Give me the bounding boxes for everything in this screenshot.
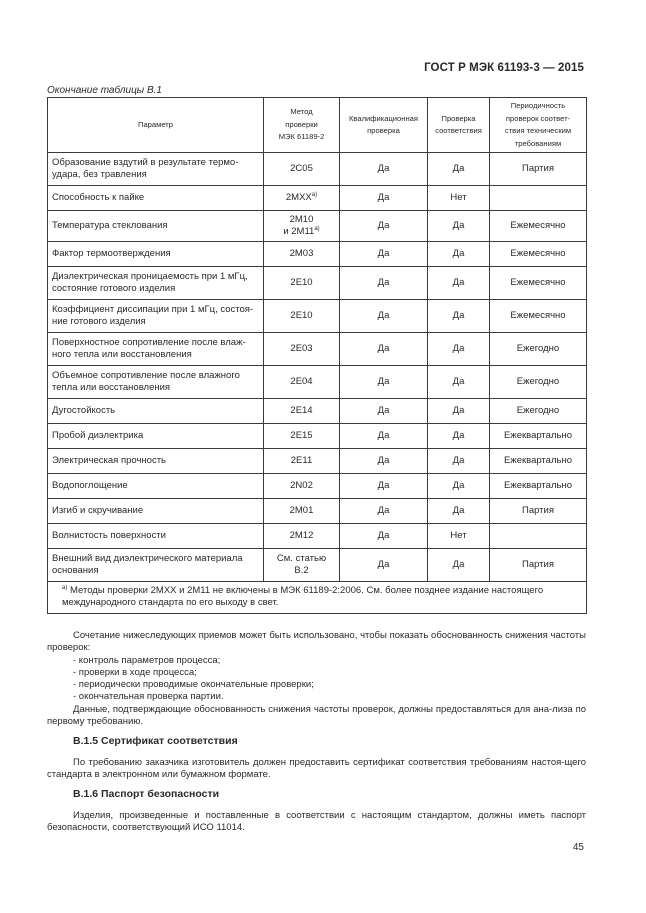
cell-qualification: Да xyxy=(340,399,428,424)
section-heading-safety-passport: В.1.6 Паспорт безопасности xyxy=(73,788,220,801)
cell-conformance: Да xyxy=(428,449,490,474)
table-row xyxy=(48,300,587,333)
cell-method xyxy=(264,524,340,549)
table-row xyxy=(48,211,587,242)
requirements-table xyxy=(47,97,587,614)
cell-qualification: Да xyxy=(340,449,428,474)
cell-method xyxy=(264,366,340,399)
cell-conformance: Да xyxy=(428,242,490,267)
cell-parameter: Объемное сопротивление после влажного тепла или восстановления xyxy=(48,366,264,399)
cell-periodicity: Ежегодно xyxy=(490,366,587,399)
cell-parameter: Внешний вид диэлектрического материала основания xyxy=(48,549,264,582)
method-code: См. статью xyxy=(276,553,327,564)
cell-periodicity: Партия xyxy=(490,549,587,582)
method-code: 2E10 xyxy=(290,310,313,321)
cell-parameter: Диэлектрическая проницаемость при 1 мГц, состояние готового изделия xyxy=(48,267,264,300)
method-code: 2E03 xyxy=(290,343,313,354)
list-item: - контроль параметров процесса; xyxy=(73,654,221,666)
cell-conformance: Да xyxy=(428,153,490,186)
cell-qualification: Да xyxy=(340,499,428,524)
cell-parameter: Температура стеклования xyxy=(48,211,264,242)
table-row xyxy=(48,153,587,186)
cell-qualification: Да xyxy=(340,549,428,582)
footnote-text: Методы проверки 2MXX и 2M11 не включены в МЭК 61189-2:2006. См. более позднее издание настоящего международного стандарта по его выходу в свет. xyxy=(62,585,544,608)
cell-conformance: Нет xyxy=(428,186,490,211)
table-caption: Окончание таблицы В.1 xyxy=(47,85,162,96)
cell-method xyxy=(264,300,340,333)
table-row xyxy=(48,366,587,399)
cell-qualification: Да xyxy=(340,300,428,333)
cell-method xyxy=(264,474,340,499)
cell-conformance: Да xyxy=(428,549,490,582)
cell-qualification: Да xyxy=(340,366,428,399)
cell-periodicity: Ежегодно xyxy=(490,399,587,424)
cell-periodicity: Ежегодно xyxy=(490,333,587,366)
cell-qualification: Да xyxy=(340,211,428,242)
cell-qualification: Да xyxy=(340,267,428,300)
cell-qualification: Да xyxy=(340,474,428,499)
method-code: 2E10 xyxy=(290,277,313,288)
method-code: 2MXX xyxy=(285,192,312,203)
method-code: 2M01 xyxy=(289,505,314,516)
cell-periodicity: Ежемесячно xyxy=(490,211,587,242)
cell-parameter: Способность к пайке xyxy=(48,186,264,211)
cell-periodicity: Ежемесячно xyxy=(490,267,587,300)
cell-qualification: Да xyxy=(340,333,428,366)
cell-parameter: Коэффициент диссипации при 1 мГц, состоя-ние готового изделия xyxy=(48,300,264,333)
method-footnote-mark: a) xyxy=(311,191,318,198)
cell-conformance: Да xyxy=(428,267,490,300)
cell-parameter: Волнистость поверхности xyxy=(48,524,264,549)
table-row xyxy=(48,474,587,499)
list-item: - окончательная проверка партии. xyxy=(73,691,224,703)
cell-qualification: Да xyxy=(340,524,428,549)
cell-conformance: Да xyxy=(428,424,490,449)
table-row xyxy=(48,449,587,474)
method-footnote-mark: a) xyxy=(314,225,320,232)
cell-conformance: Да xyxy=(428,474,490,499)
cell-conformance: Да xyxy=(428,333,490,366)
cell-parameter: Электрическая прочность xyxy=(48,449,264,474)
cell-method xyxy=(264,499,340,524)
cell-conformance: Нет xyxy=(428,524,490,549)
cell-conformance: Да xyxy=(428,399,490,424)
cell-periodicity: Партия xyxy=(490,499,587,524)
cell-periodicity: Партия xyxy=(490,153,587,186)
cell-periodicity: Ежемесячно xyxy=(490,300,587,333)
cell-method xyxy=(264,449,340,474)
list-item: - проверки в ходе процесса; xyxy=(73,666,197,678)
table-row xyxy=(48,186,587,211)
cell-parameter: Фактор термоотверждения xyxy=(48,242,264,267)
paragraph-reduction: Сочетание нижеследующих приемов может быть использовано, чтобы показать обоснованность снижения частоты проверок: xyxy=(47,630,586,654)
cell-periodicity: Ежеквартально xyxy=(490,424,587,449)
method-code: 2E14 xyxy=(290,405,313,416)
method-code: 2M10 xyxy=(289,214,314,225)
cell-parameter: Изгиб и скручивание xyxy=(48,499,264,524)
column-header-qualification: Квалификационная проверка xyxy=(340,98,428,153)
cell-qualification: Да xyxy=(340,153,428,186)
cell-qualification: Да xyxy=(340,242,428,267)
table-row xyxy=(48,399,587,424)
cell-qualification: Да xyxy=(340,424,428,449)
cell-conformance: Да xyxy=(428,499,490,524)
cell-parameter: Поверхностное сопротивление после влаж-ного тепла или восстановления xyxy=(48,333,264,366)
cell-parameter: Дугостойкость xyxy=(48,399,264,424)
method-code: 2M12 xyxy=(289,530,314,541)
cell-periodicity: Ежеквартально xyxy=(490,449,587,474)
cell-periodicity xyxy=(490,186,587,211)
column-header-parameter: Параметр xyxy=(48,98,264,153)
cell-periodicity: Ежемесячно xyxy=(490,242,587,267)
table-footnote-row xyxy=(48,582,587,614)
section-heading-certificate: В.1.5 Сертификат соответствия xyxy=(73,735,238,748)
cell-parameter: Пробой диэлектрика xyxy=(48,424,264,449)
cell-conformance: Да xyxy=(428,366,490,399)
cell-method xyxy=(264,333,340,366)
method-code-line2: В.2 xyxy=(294,565,309,576)
cell-conformance: Да xyxy=(428,300,490,333)
method-code: 2E11 xyxy=(290,455,313,466)
cell-parameter: Образование вздутий в результате термо-удара, без травления xyxy=(48,153,264,186)
column-header-conformance: Проверка соответствия xyxy=(428,98,490,153)
paragraph-certificate: По требованию заказчика изготовитель должен предоставить сертификат соответствия требованиям настоя-щего стандарта в электронном или бумажном формате. xyxy=(47,756,586,780)
cell-method xyxy=(264,211,340,242)
cell-conformance: Да xyxy=(428,211,490,242)
cell-periodicity xyxy=(490,524,587,549)
method-code: 2N02 xyxy=(290,480,313,491)
paragraph-data: Данные, подтверждающие обоснованность снижения частоты проверок, должны предоставляться для ана-лиза по первому требованию. xyxy=(47,703,586,728)
page-number: 45 xyxy=(572,842,584,853)
cell-qualification: Да xyxy=(340,186,428,211)
paragraph-safety-passport: Изделия, произведенные и поставленные в соответствии с настоящим стандартом, должны иметь паспорт безопасности, соответствующий ИСО 11014. xyxy=(47,809,586,833)
method-code: 2M03 xyxy=(289,248,314,259)
table-footnote xyxy=(48,582,587,614)
table-row xyxy=(48,549,587,582)
cell-method xyxy=(264,399,340,424)
cell-periodicity: Ежеквартально xyxy=(490,474,587,499)
list-item: - периодически проводимые окончательные проверки; xyxy=(73,679,314,691)
cell-method xyxy=(264,424,340,449)
cell-method xyxy=(264,186,340,211)
table-row xyxy=(48,424,587,449)
cell-method xyxy=(264,153,340,186)
table-row xyxy=(48,499,587,524)
body-section xyxy=(47,630,586,834)
method-code: 2C05 xyxy=(290,163,313,174)
table-row xyxy=(48,524,587,549)
cell-method xyxy=(264,267,340,300)
column-header-method: Метод проверки МЭК 61189-2 xyxy=(264,98,340,153)
column-header-periodicity: Периодичность проверок соответ- ствия техническим требованиям xyxy=(490,98,587,153)
table-row xyxy=(48,333,587,366)
document-header: ГОСТ Р МЭК 61193-3 — 2015 xyxy=(424,62,584,74)
cell-method xyxy=(264,549,340,582)
method-code: 2E04 xyxy=(290,376,313,387)
table-row xyxy=(48,242,587,267)
footnote-mark: a) xyxy=(62,584,68,591)
cell-parameter: Водопоглощение xyxy=(48,474,264,499)
method-code: 2E15 xyxy=(290,430,313,441)
table-header-row xyxy=(48,98,587,153)
method-code-line2: и 2M11 xyxy=(283,226,315,237)
cell-method xyxy=(264,242,340,267)
table-row xyxy=(48,267,587,300)
